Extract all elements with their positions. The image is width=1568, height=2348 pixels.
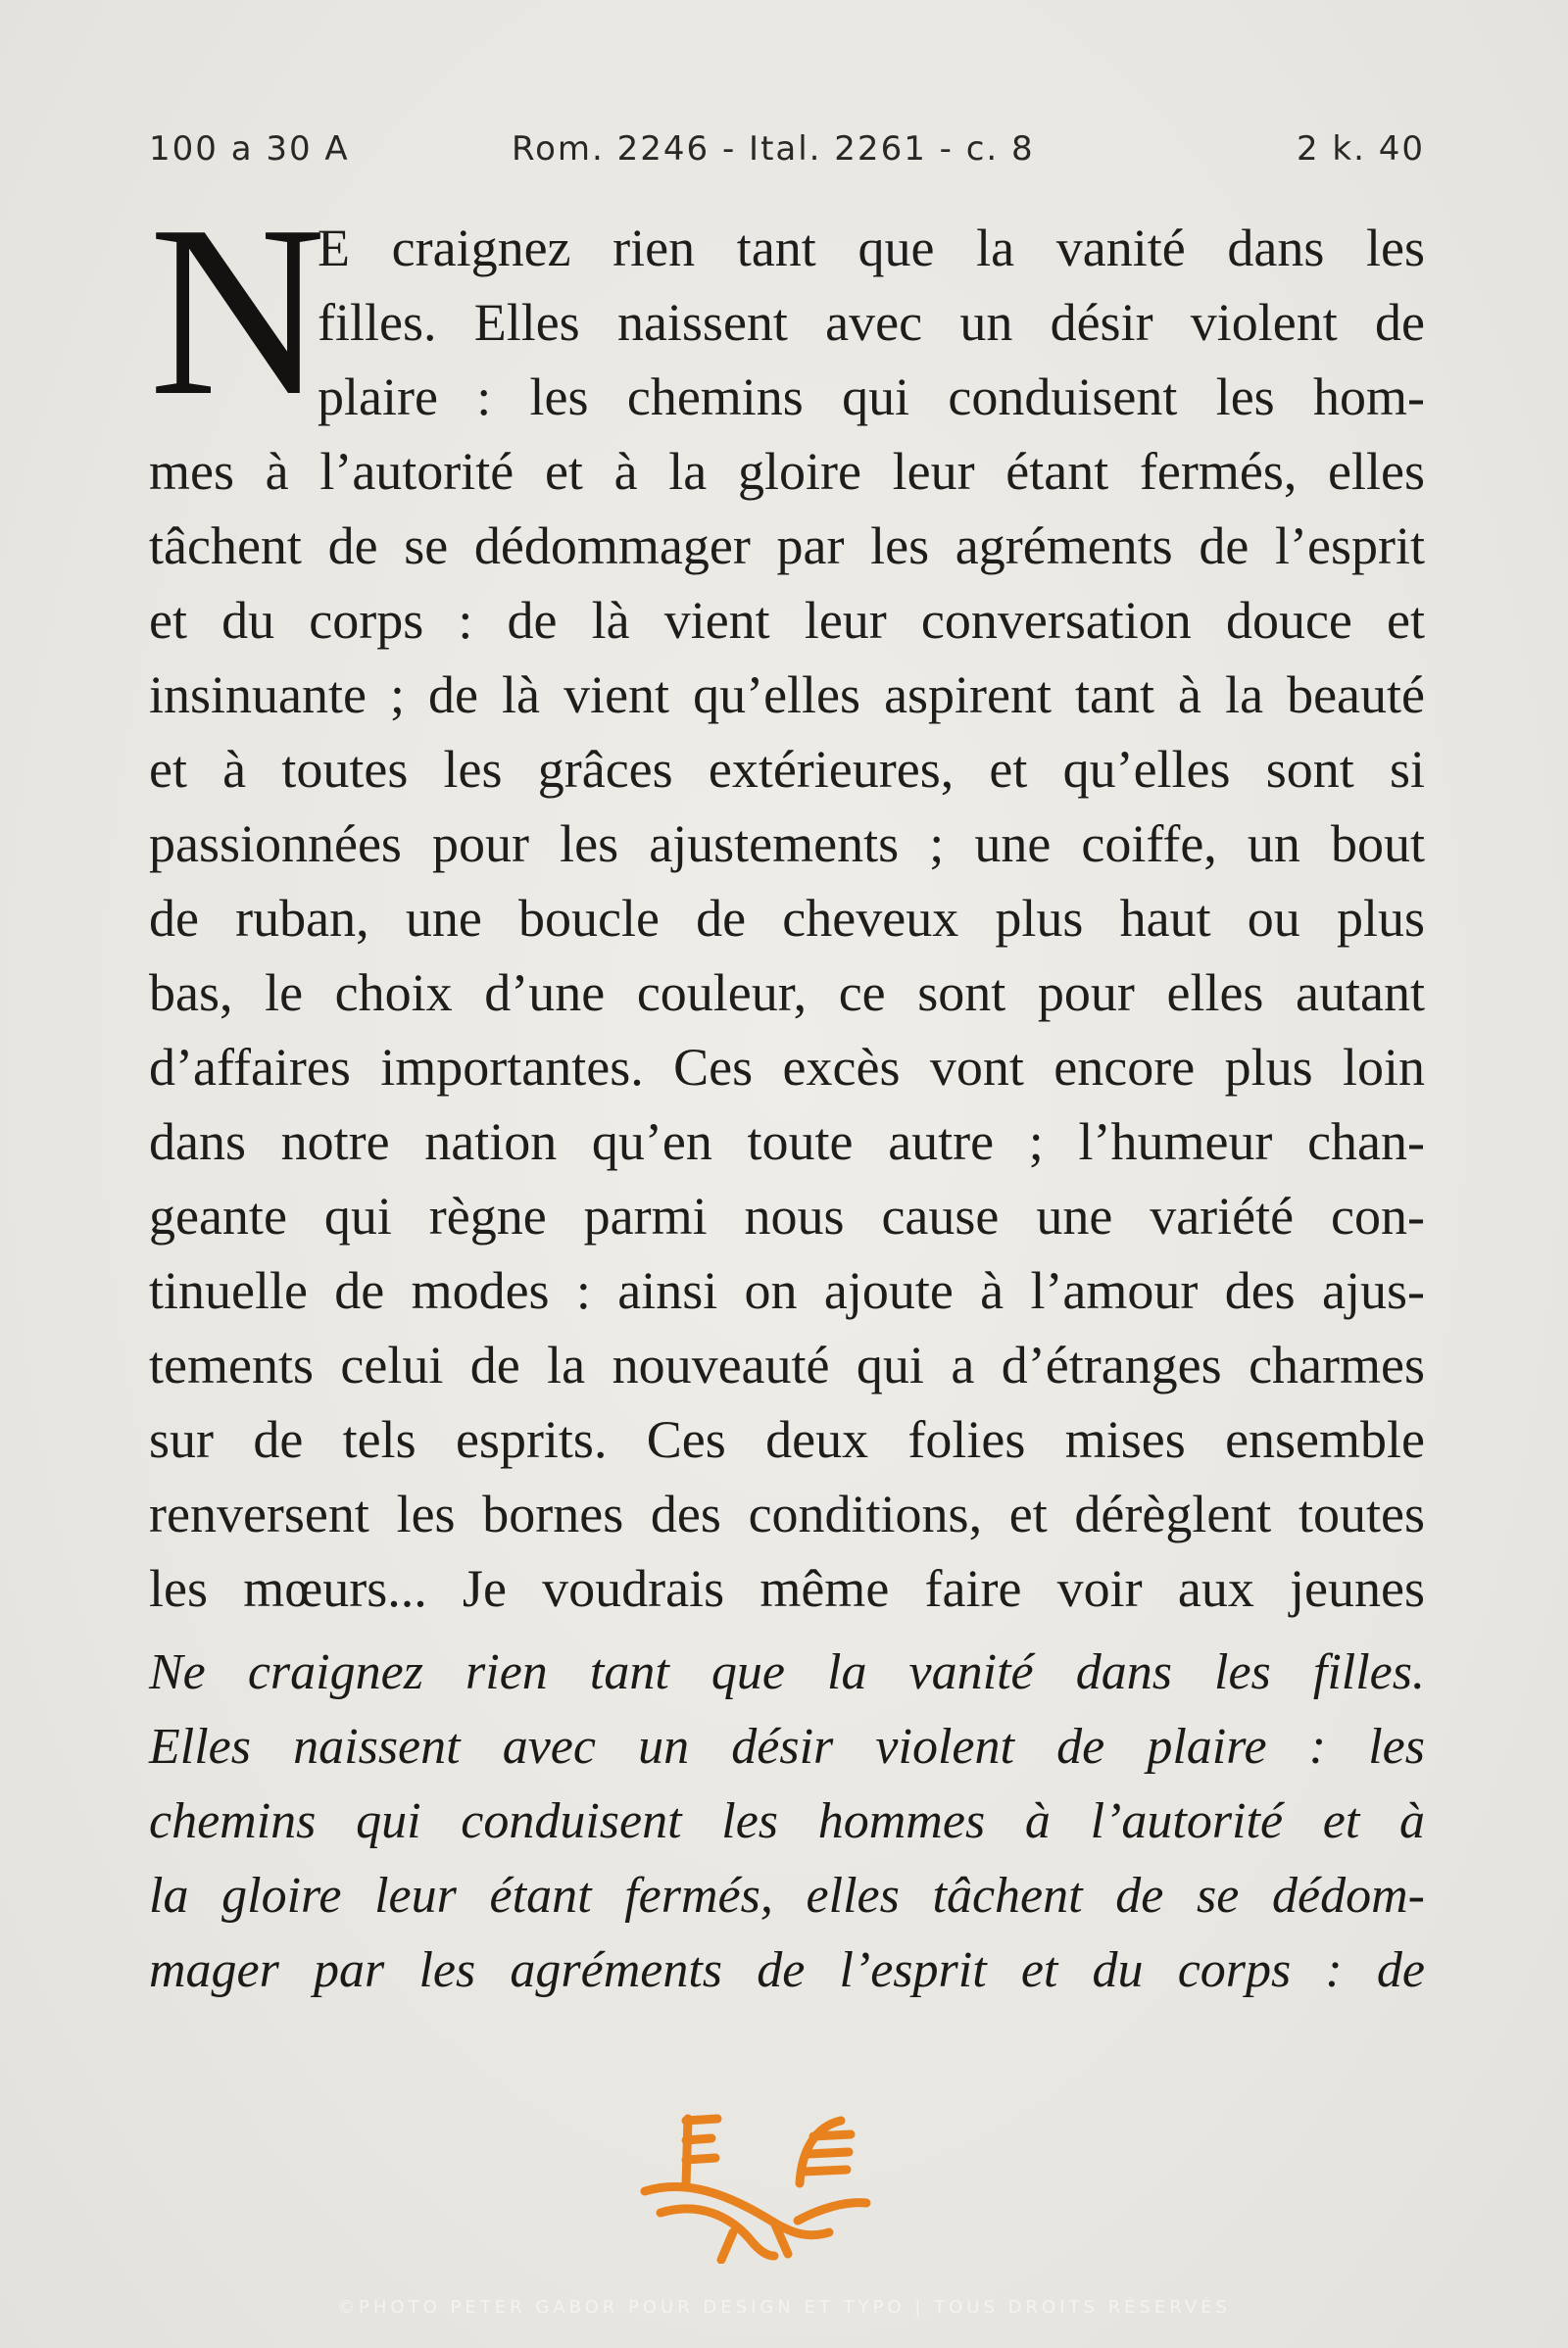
header-code-center: Rom. 2246 - Ital. 2261 - c. 8 <box>512 129 1035 169</box>
italic-line: Ne craignez rien tant que la vanité dans les filles. <box>149 1644 1425 1700</box>
header-code-left: 100 a 30 A <box>149 129 350 169</box>
page-header <box>149 129 1425 184</box>
drop-cap: N <box>149 175 326 447</box>
text-line: passionnées pour les ajustements ; une coiffe, un bout <box>149 814 1425 873</box>
text-line: les mœurs... Je voudrais même faire voir aux jeunes <box>149 1559 1425 1618</box>
text-line: E craignez rien tant que la vanité dans les <box>318 219 1425 277</box>
italic-line: mager par les agréments de l’esprit et du corps : de <box>149 1942 1425 1998</box>
italic-line: chemins qui conduisent les hommes à l’autorité et à <box>149 1793 1425 1849</box>
text-line: plaire : les chemins qui conduisent les hom- <box>318 367 1425 426</box>
text-line: bas, le choix d’une couleur, ce sont pour elles autant <box>149 963 1425 1022</box>
photo-credit: ©PHOTO PETER GABOR POUR DESIGN ET TYPO | TOUS DROITS RÉSERVÉS <box>337 2297 1231 2318</box>
text-line: tinuelle de modes : ainsi on ajoute à l’amour des ajus- <box>149 1261 1425 1320</box>
text-line: tâchent de se dédommager par les agréments de l’esprit <box>149 516 1425 575</box>
text-line: et du corps : de là vient leur conversation douce et <box>149 591 1425 650</box>
bird-ornament-icon <box>627 2107 882 2264</box>
text-line: et à toutes les grâces extérieures, et qu’elles sont si <box>149 740 1425 799</box>
text-line: renversent les bornes des conditions, et dérèglent toutes <box>149 1485 1425 1543</box>
italic-line: Elles naissent avec un désir violent de plaire : les <box>149 1719 1425 1775</box>
text-line: d’affaires importantes. Ces excès vont encore plus loin <box>149 1038 1425 1097</box>
text-line: sur de tels esprits. Ces deux folies mises ensemble <box>149 1410 1425 1469</box>
text-line: geante qui règne parmi nous cause une variété con- <box>149 1187 1425 1246</box>
text-line: de ruban, une boucle de cheveux plus haut ou plus <box>149 889 1425 948</box>
text-line: tements celui de la nouveauté qui a d’étranges charmes <box>149 1336 1425 1394</box>
text-line: mes à l’autorité et à la gloire leur étant fermés, elles <box>149 442 1425 501</box>
text-line: insinuante ; de là vient qu’elles aspirent tant à la beauté <box>149 665 1425 724</box>
header-code-right: 2 k. 40 <box>1296 129 1425 169</box>
text-line: filles. Elles naissent avec un désir violent de <box>318 293 1425 352</box>
text-line: dans notre nation qu’en toute autre ; l’humeur chan- <box>149 1112 1425 1171</box>
italic-line: la gloire leur étant fermés, elles tâchent de se dédom- <box>149 1868 1425 1924</box>
